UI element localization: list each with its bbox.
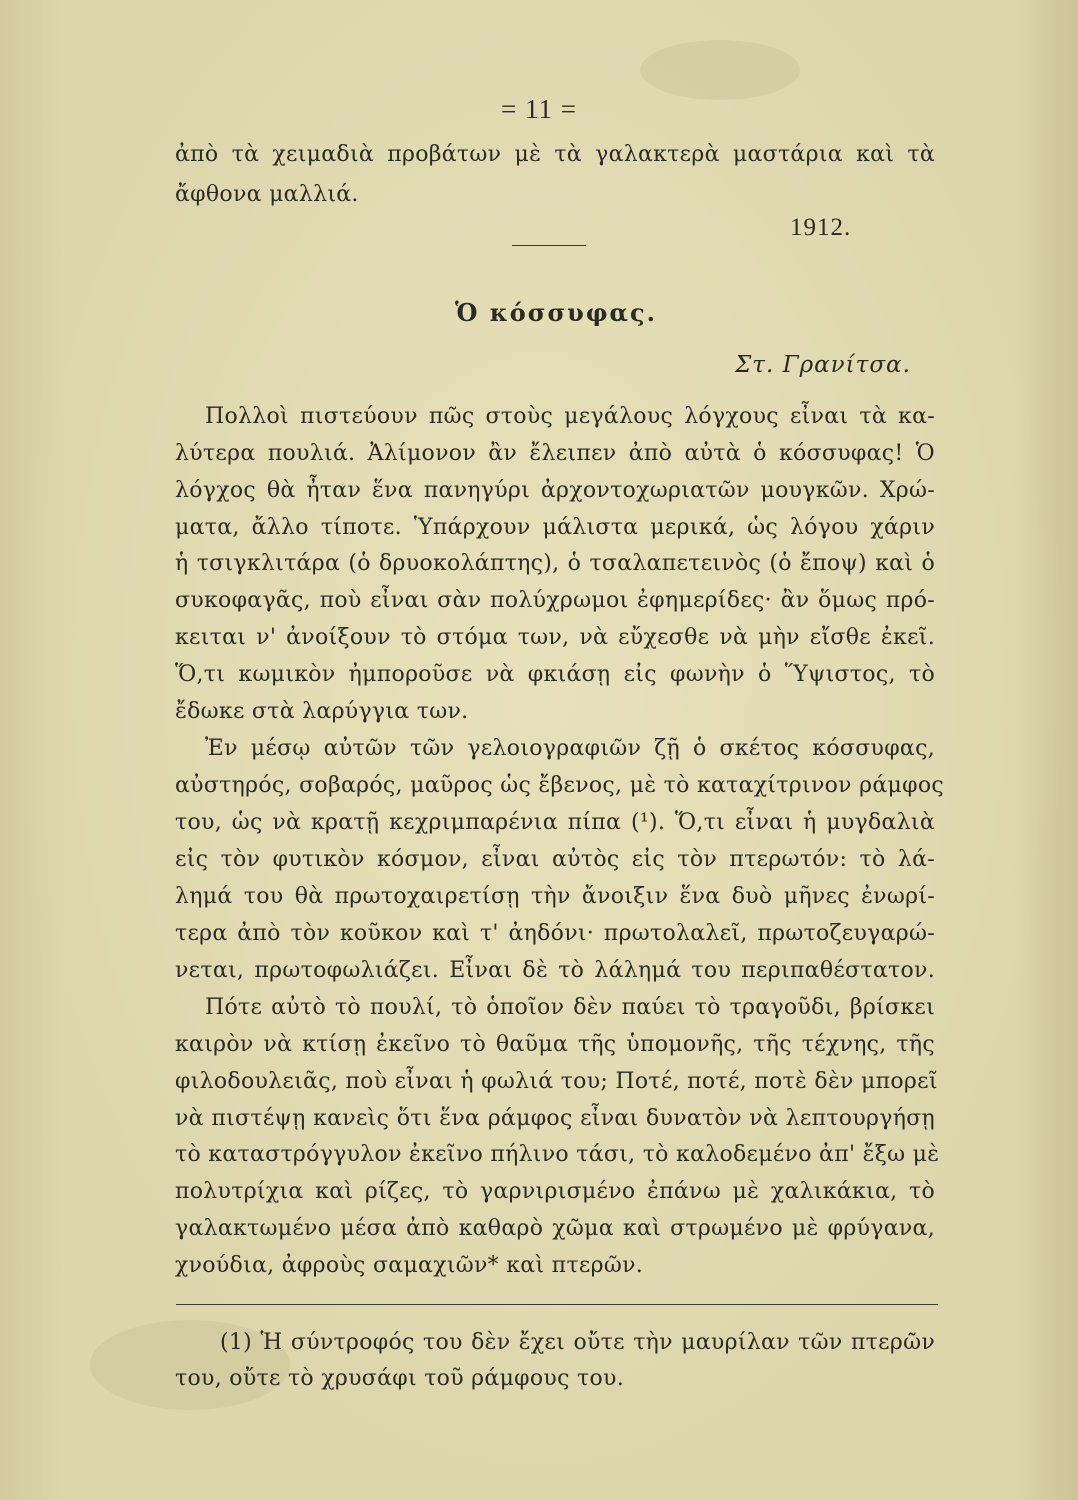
body-line: γαλακτωμένο μέσα ἀπὸ καθαρὸ χῶμα καὶ στρωμένο μὲ φρύγανα,	[175, 1216, 935, 1241]
body-line: λημά του θὰ πρωτοχαιρετίσῃ τὴν ἄνοιξιν ἕνα δυὸ μῆνες ἐνωρί-	[175, 884, 935, 909]
footnote-separator	[176, 1304, 938, 1305]
section-divider	[512, 245, 586, 246]
body-line: λόγχος θὰ ἦταν ἕνα πανηγύρι ἀρχοντοχωριατῶν μουγκῶν. Χρώ-	[175, 478, 935, 503]
intro-line: ἄφθονα μαλλιά.	[175, 182, 359, 207]
body-line: του, ὡς νὰ κρατῇ κεχριμπαρένια πίπα (¹). Ὅ,τι εἶναι ἡ μυγδαλιὰ	[175, 810, 935, 835]
body-line: συκοφαγᾶς, ποὺ εἶναι σὰν πολύχρωμοι ἐφημερίδες· ἂν ὅμως πρό-	[175, 588, 935, 613]
body-line: χνούδια, ἀφροὺς σαμαχιῶν* καὶ πτερῶν.	[175, 1253, 644, 1278]
body-line: τερα ἀπὸ τὸν κοῦκον καὶ τ' ἀηδόνι· πρωτολαλεῖ, πρωτοζευγαρώ-	[175, 921, 935, 946]
body-line: καιρὸν νὰ κτίσῃ ἐκεῖνο τὸ θαῦμα τῆς ὑπομονῆς, τῆς τέχνης, τῆς	[175, 1032, 935, 1057]
body-line: λύτερα πουλιά. Ἀλίμονον ἂν ἔλειπεν ἀπὸ αὐτὰ ὁ κόσσυφας! Ὁ	[175, 441, 935, 466]
date: 1912.	[790, 214, 852, 241]
intro-line: ἀπὸ τὰ χειμαδιὰ προβάτων μὲ τὰ γαλακτερὰ μαστάρια καὶ τὰ	[175, 142, 935, 167]
page-number: = 11 =	[501, 94, 577, 124]
body-line: ἔδωκε στὰ λαρύγγια των.	[175, 699, 469, 724]
body-line: εἰς τὸν φυτικὸν κόσμον, εἶναι αὐτὸς εἰς τὸν πτερωτόν: τὸ λά-	[175, 847, 935, 872]
body-line: πολυτρίχια καὶ ρίζες, τὸ γαρνιρισμένο ἐπάνω μὲ χαλικάκια, τὸ	[175, 1179, 935, 1204]
article-title: Ὁ κόσσυφας.	[455, 298, 657, 327]
body-line: Ἐν μέσῳ αὐτῶν τῶν γελοιογραφιῶν ζῇ ὁ σκέτος κόσσυφας,	[205, 736, 935, 761]
body-line: ἡ τσιγκλιτάρα (ὁ δρυοκολάπτης), ὁ τσαλαπετεινὸς (ὁ ἔποψ) καὶ ὁ	[175, 551, 935, 576]
body-line: αὐστηρός, σοβαρός, μαῦρος ὡς ἔβενος, μὲ τὸ καταχίτρινον ράμφος	[175, 773, 945, 798]
body-line: τὸ καταστρόγγυλον ἐκεῖνο πήλινο τάσι, τὸ καλοδεμένο ἀπ' ἔξω μὲ	[175, 1142, 940, 1167]
paper-stain	[640, 40, 800, 100]
body-line: κειται ν' ἀνοίξουν τὸ στόμα των, νὰ εὔχεσθε νὰ μὴν εἴσθε ἐκεῖ.	[175, 625, 935, 650]
body-line: Ὅ,τι κωμικὸν ἠμποροῦσε νὰ φκιάσῃ εἰς φωνὴν ὁ Ὕψιστος, τὸ	[175, 662, 935, 687]
body-line: Πότε αὐτὸ τὸ πουλί, τὸ ὁποῖον δὲν παύει τὸ τραγοῦδι, βρίσκει	[205, 995, 935, 1020]
author-name: Στ. Γρανίτσα.	[735, 352, 911, 378]
body-line: ματα, ἄλλο τίποτε. Ὑπάρχουν μάλιστα μερικά, ὡς λόγου χάριν	[175, 515, 935, 540]
footnote-line: του, οὔτε τὸ χρυσάφι τοῦ ράμφους του.	[175, 1366, 624, 1391]
body-line: φιλοδουλειᾶς, ποὺ εἶναι ἡ φωλιά του; Ποτέ, ποτέ, ποτὲ δὲν μπορεῖ	[175, 1069, 938, 1094]
body-line: νὰ πιστέψῃ κανεὶς ὅτι ἕνα ράμφος εἶναι δυνατὸν νὰ λεπτουργήσῃ	[175, 1106, 935, 1131]
footnote-line: (1) Ἡ σύντροφός του δὲν ἔχει οὔτε τὴν μαυρίλαν τῶν πτερῶν	[220, 1330, 935, 1355]
body-line: νεται, πρωτοφωλιάζει. Εἶναι δὲ τὸ λάλημά του περιπαθέστατον.	[175, 958, 935, 983]
body-line: Πολλοὶ πιστεύουν πῶς στοὺς μεγάλους λόγχους εἶναι τὰ κα-	[205, 404, 935, 429]
